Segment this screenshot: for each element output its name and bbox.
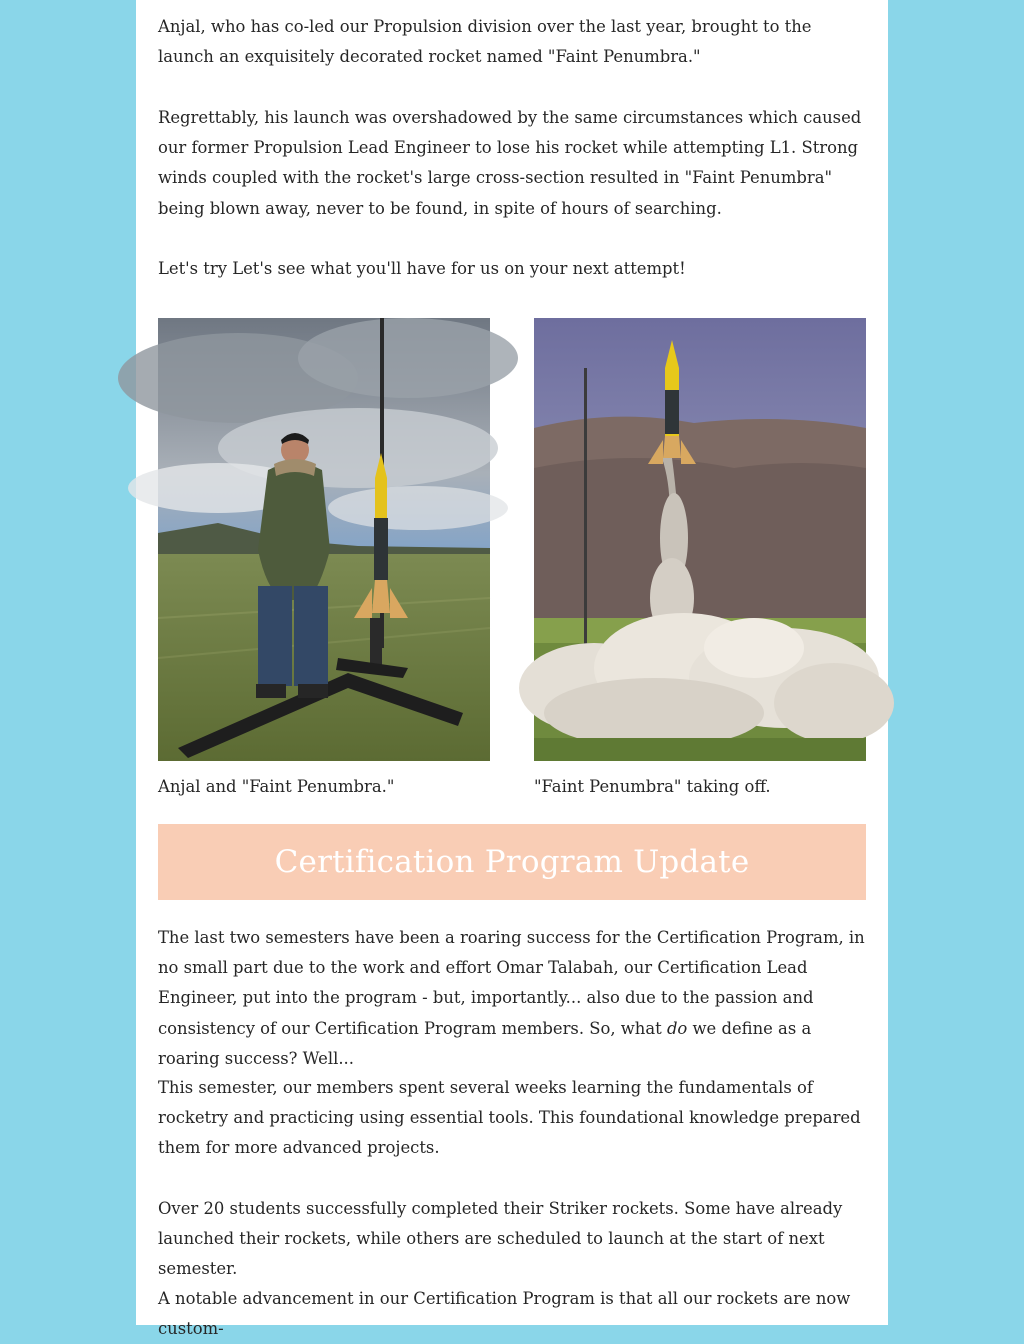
next-attempt-paragraph: Let's try Let's see what you'll have for us on your next attempt! bbox=[158, 259, 686, 278]
left-photo-caption: Anjal and "Faint Penumbra." bbox=[158, 777, 395, 796]
anjal-intro-paragraph: Anjal, who has co-led our Propulsion division over the last year, brought to the launch an exquisitely decorated rocket named "Faint Penumbra." bbox=[158, 17, 812, 67]
certification-success-paragraph bbox=[158, 923, 866, 1074]
section-title: Certification Program Update bbox=[274, 844, 750, 880]
launch-loss-paragraph: Regrettably, his launch was overshadowed by the same circumstances which caused our former Propulsion Lead Engineer to lose his rocket while attempting L1. Strong winds coupled with the rocket's large cross-section resulted in "Faint Penumbra" being blown away, never to be found, in spite of hours of searching. bbox=[158, 108, 862, 218]
certification-success-text-a: The last two semesters have been a roaring success for the Certification Program, in no small part due to the work and effort Omar Talabah, our Certification Lead Engineer, put into the program - but, importantly... also due to the passion and consistency of our Certification Program members. So, what bbox=[158, 928, 865, 1038]
anjal-with-rocket-photo bbox=[158, 318, 490, 761]
rocket-takeoff-photo bbox=[534, 318, 866, 761]
right-photo-caption: "Faint Penumbra" taking off. bbox=[534, 777, 771, 796]
custom-rockets-paragraph: A notable advancement in our Certification Program is that all our rockets are now custom- bbox=[158, 1289, 851, 1339]
emphasis-do: do bbox=[666, 1018, 688, 1038]
striker-rockets-paragraph: Over 20 students successfully completed their Striker rockets. Some have already launched their rockets, while others are scheduled to launch at the start of next semester. bbox=[158, 1199, 843, 1279]
newsletter-page bbox=[136, 0, 888, 1339]
fundamentals-paragraph: This semester, our members spent several weeks learning the fundamentals of rocketry and practicing using essential tools. This foundational knowledge prepared them for more advanced projects. bbox=[158, 1078, 861, 1158]
section-header-banner bbox=[158, 824, 866, 900]
certification-success-text-b: we define as a roaring success? Well... bbox=[158, 1018, 812, 1068]
